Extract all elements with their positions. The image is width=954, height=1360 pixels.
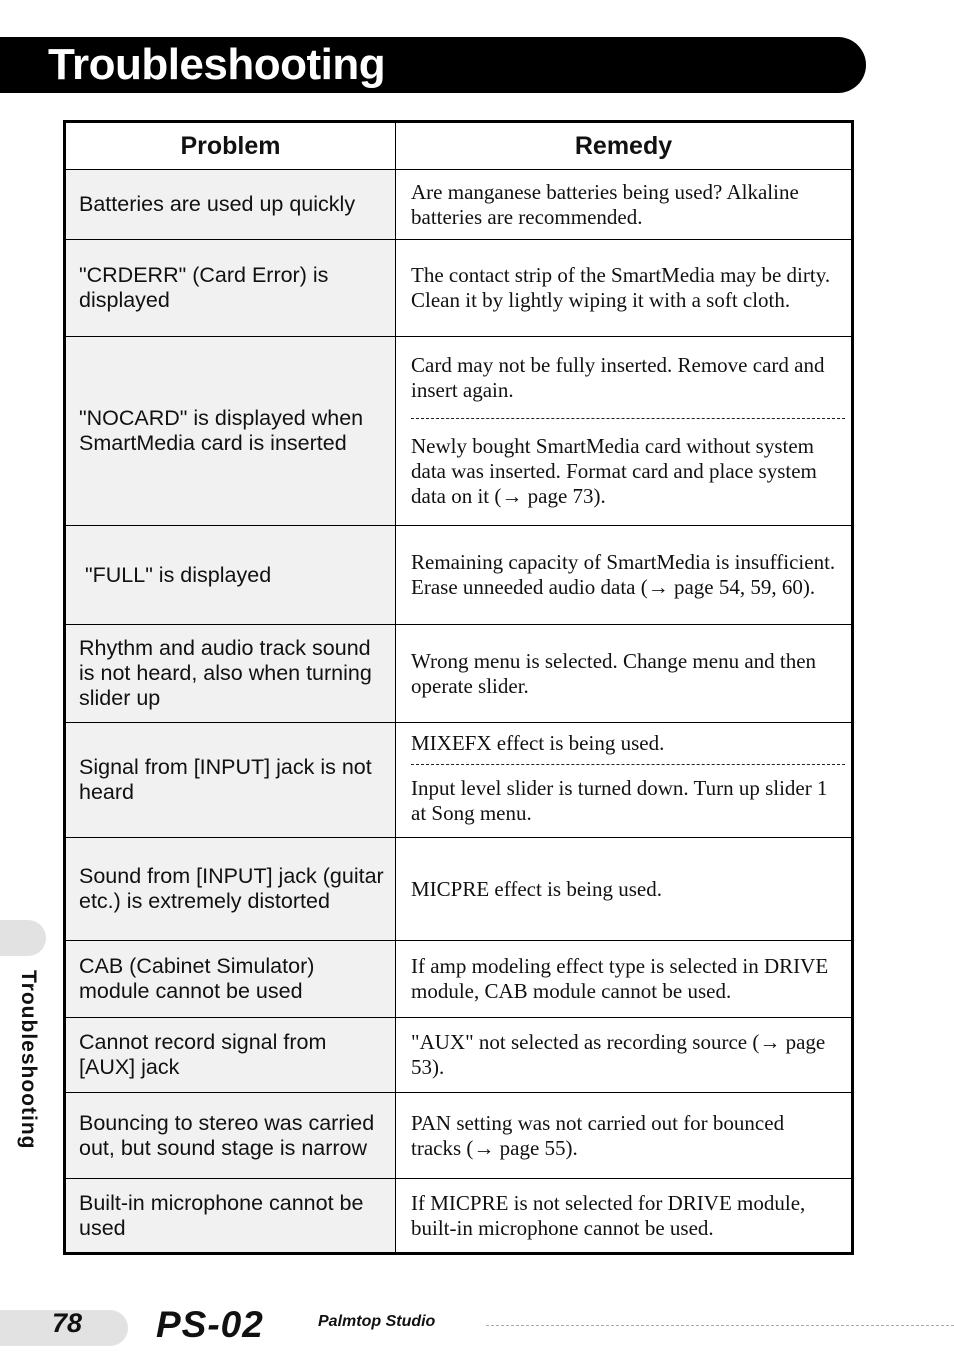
remedy-cell: Remaining capacity of SmartMedia is insufficient. Erase unneeded audio data (→ page 54, 59, 60). [396, 526, 853, 625]
problem-cell: Built-in microphone cannot be used [65, 1179, 396, 1254]
remedy-header: Remedy [396, 122, 853, 170]
page-number: 78 [52, 1308, 83, 1338]
table-row [65, 723, 853, 838]
table-row [65, 337, 853, 526]
problem-cell: Signal from [INPUT] jack is not heard [65, 723, 396, 838]
troubleshooting-table [63, 120, 854, 1255]
remedy-cell: If amp modeling effect type is selected in DRIVE module, CAB module cannot be used. [396, 941, 853, 1018]
problem-cell: CAB (Cabinet Simulator) module cannot be used [65, 941, 396, 1018]
remedy-cell: The contact strip of the SmartMedia may be dirty. Clean it by lightly wiping it with a soft cloth. [396, 240, 853, 337]
brand-subtitle: Palmtop Studio [318, 1313, 436, 1330]
remedy-item: MIXEFX effect is being used. [411, 731, 665, 755]
table-row [65, 1093, 853, 1179]
problem-cell: Sound from [INPUT] jack (guitar etc.) is extremely distorted [65, 838, 396, 941]
table-row [65, 941, 853, 1018]
problem-cell: Rhythm and audio track sound is not heard, also when turning slider up [65, 625, 396, 723]
remedy-cell [396, 337, 853, 526]
problem-header: Problem [65, 122, 396, 170]
brand-logo: PS-02 [156, 1304, 264, 1345]
page-title: Troubleshooting [48, 40, 386, 89]
remedy-cell: Wrong menu is selected. Change menu and then operate slider. [396, 625, 853, 723]
remedy-cell: PAN setting was not carried out for bounced tracks (→ page 55). [396, 1093, 853, 1179]
title-bar [0, 37, 866, 93]
remedy-item: Newly bought SmartMedia card without system data was inserted. Format card and place system data on it (→ page 73). [411, 434, 817, 508]
table-row [65, 170, 853, 240]
table-row [65, 1179, 853, 1254]
remedy-cell [396, 723, 853, 838]
side-tab [0, 920, 46, 956]
table-row [65, 1018, 853, 1093]
remedy-cell: "AUX" not selected as recording source (→ page 53). [396, 1018, 853, 1093]
problem-cell: Batteries are used up quickly [65, 170, 396, 240]
remedy-cell: MICPRE effect is being used. [396, 838, 853, 941]
remedy-cell: Are manganese batteries being used? Alkaline batteries are recommended. [396, 170, 853, 240]
problem-cell: "CRDERR" (Card Error) is displayed [65, 240, 396, 337]
problem-cell: Cannot record signal from [AUX] jack [65, 1018, 396, 1093]
table-row [65, 625, 853, 723]
remedy-cell: If MICPRE is not selected for DRIVE module, built-in microphone cannot be used. [396, 1179, 853, 1254]
table-row [65, 838, 853, 941]
problem-cell: "NOCARD" is displayed when SmartMedia card is inserted [65, 337, 396, 526]
table-row [65, 526, 853, 625]
problem-cell: "FULL" is displayed [65, 526, 396, 625]
footer-divider [486, 1325, 954, 1326]
remedy-item: Card may not be fully inserted. Remove card and insert again. [411, 353, 825, 402]
table-header-row [65, 122, 853, 170]
table-row [65, 240, 853, 337]
remedy-item: Input level slider is turned down. Turn up slider 1 at Song menu. [411, 775, 828, 825]
side-section-label: Troubleshooting [17, 970, 40, 1150]
problem-cell: Bouncing to stereo was carried out, but sound stage is narrow [65, 1093, 396, 1179]
